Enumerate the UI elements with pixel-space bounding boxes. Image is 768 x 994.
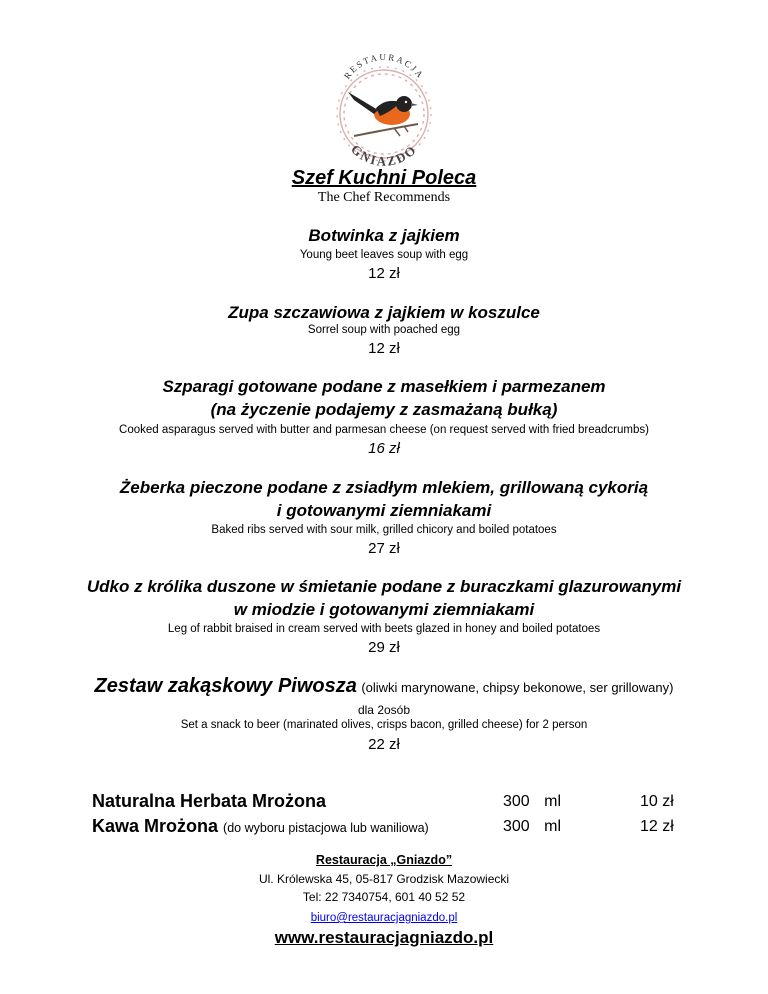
drink-title: Kawa Mrożona bbox=[92, 816, 219, 836]
dish-price: 16 zł bbox=[368, 440, 400, 457]
dish-english: Young beet leaves soup with egg bbox=[299, 249, 469, 261]
snack-set-name: Zestaw zakąskowy Piwosza bbox=[94, 675, 357, 697]
snack-set-price: 22 zł bbox=[368, 736, 400, 753]
dish-name-line2: w miodzie i gotowanymi ziemniakami bbox=[233, 600, 535, 619]
drink-price: 10 zł bbox=[640, 793, 674, 810]
snack-set-heading bbox=[0, 675, 768, 698]
dish-name-line2: i gotowanymi ziemniakami bbox=[276, 501, 492, 520]
drink-volume: 300 ml bbox=[503, 793, 562, 810]
dish-name: Botwinka z jajkiem bbox=[308, 226, 460, 245]
dish-price: 27 zł bbox=[368, 540, 400, 557]
restaurant-logo bbox=[314, 40, 454, 180]
dish-name-line2: (na życzenie podajemy z zasmażaną bułką) bbox=[210, 400, 558, 419]
snack-set-people: dla 2osób bbox=[357, 703, 411, 717]
dish-price: 12 zł bbox=[368, 265, 400, 282]
dish-name: Udko z królika duszone w śmietanie podane z buraczkami glazurowanymi bbox=[86, 577, 682, 596]
svg-text:RESTAURACJA bbox=[342, 52, 426, 81]
footer-address: Ul. Królewska 45, 05-817 Grodzisk Mazowiecki bbox=[258, 872, 510, 886]
dish-name: Zupa szczawiowa z jajkiem w koszulce bbox=[228, 303, 540, 322]
dish-english: Baked ribs served with sour milk, grilled chicory and boiled potatoes bbox=[211, 524, 557, 536]
drink-note: (do wyboru pistacjowa lub waniliowa) bbox=[223, 821, 429, 835]
dish-english: Sorrel soup with poached egg bbox=[307, 324, 461, 336]
logo-bottom-text: GNIAZDO bbox=[348, 141, 420, 169]
dish-price: 29 zł bbox=[368, 639, 400, 656]
footer-email-link[interactable]: biuro@restauracjagniazdo.pl bbox=[310, 912, 458, 924]
snack-set-english: Set a snack to beer (marinated olives, crisps bacon, grilled cheese) for 2 person bbox=[180, 719, 588, 731]
logo-top-text: RESTAURACJA bbox=[341, 51, 427, 81]
dish-name: Żeberka pieczone podane z zsiadłym mlekiem, grillowaną cykorią bbox=[119, 478, 649, 497]
drink-title: Naturalna Herbata Mrożona bbox=[92, 791, 327, 811]
drink-price: 12 zł bbox=[640, 818, 674, 835]
dish-english: Cooked asparagus served with butter and parmesan cheese (on request served with fried breadcrumbs) bbox=[119, 424, 649, 436]
drink-volume: 300 ml bbox=[503, 818, 562, 835]
footer-restaurant-name: Restauracja „Gniazdo” bbox=[315, 853, 453, 867]
footer-phone: Tel: 22 7340754, 601 40 52 52 bbox=[302, 890, 466, 904]
dish-price: 12 zł bbox=[368, 340, 400, 357]
snack-set-note: (oliwki marynowane, chipsy bekonowe, ser grillowany) bbox=[361, 680, 674, 695]
dish-name: Szparagi gotowane podane z masełkiem i parmezanem bbox=[162, 377, 606, 396]
drink-name bbox=[92, 816, 429, 837]
dish-english: Leg of rabbit braised in cream served with beets glazed in honey and boiled potatoes bbox=[167, 623, 601, 635]
page-title: Szef Kuchni Poleca bbox=[291, 167, 477, 189]
page-subtitle: The Chef Recommends bbox=[317, 190, 451, 205]
drink-name bbox=[92, 791, 326, 812]
footer-website[interactable]: www.restauracjagniazdo.pl bbox=[274, 928, 494, 947]
svg-text:GNIAZDO bbox=[348, 141, 420, 168]
bird-icon bbox=[348, 92, 418, 136]
